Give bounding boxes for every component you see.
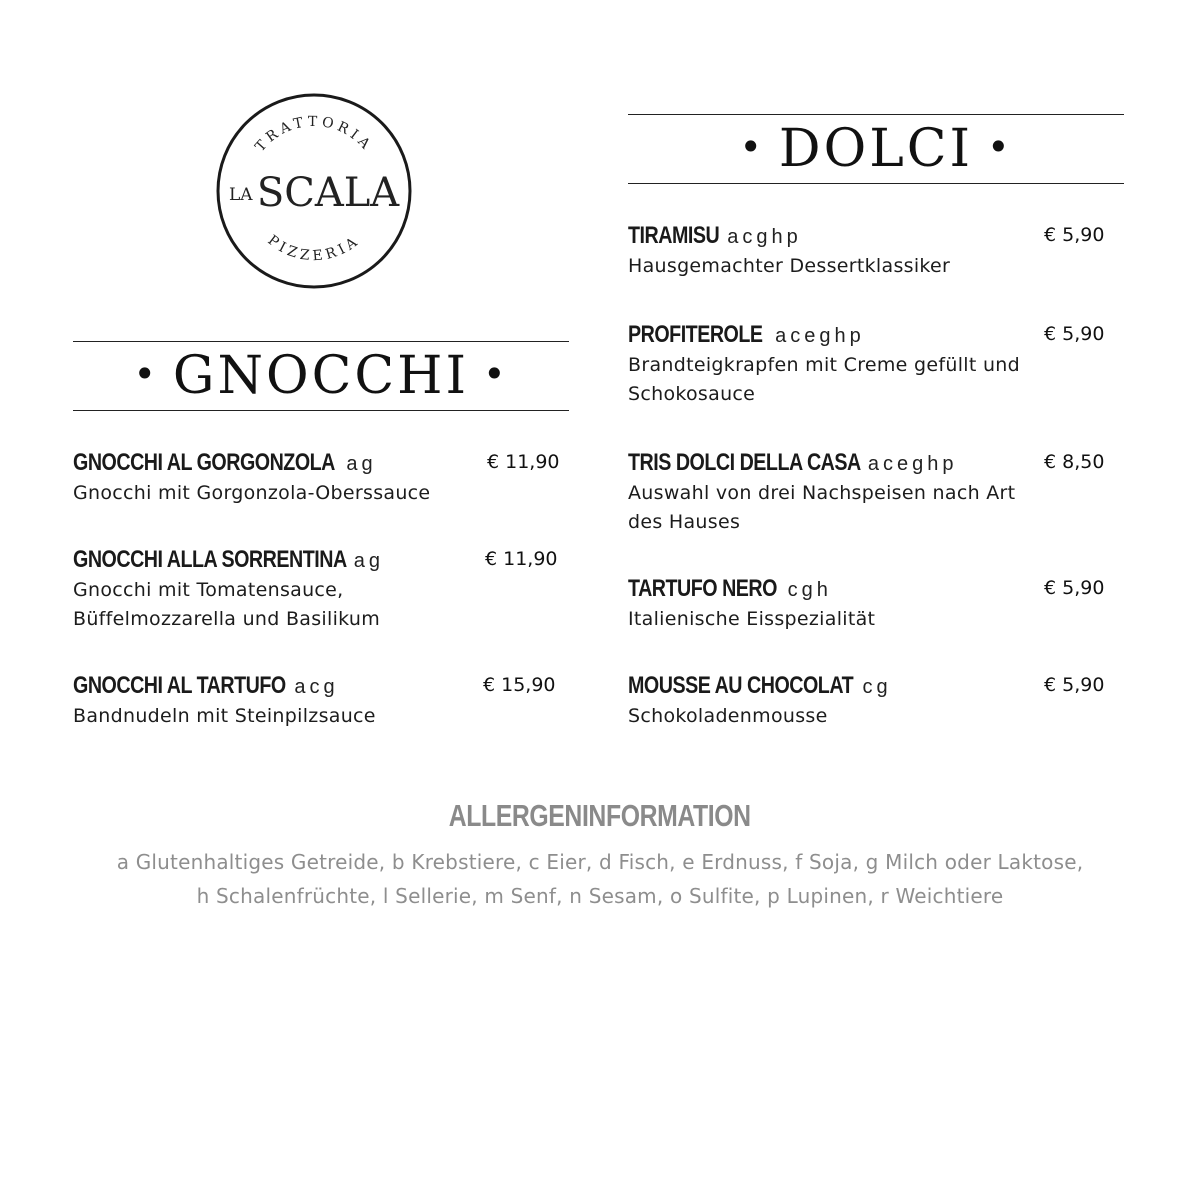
- item-allergens: aceghp: [867, 453, 958, 475]
- dolci-section-title: [628, 114, 1124, 184]
- allergen-legend-line: h Schalenfrüchte, l Sellerie, m Senf, n Sesam, o Sulfite, p Lupinen, r Weichtiere: [196, 884, 1004, 908]
- item-name: GNOCCHI AL TARTUFO: [73, 672, 286, 699]
- svg-text:PIZZERIA: [265, 232, 364, 264]
- item-description: Gnocchi mit Gorgonzola-Oberssauce: [73, 482, 431, 504]
- allergen-info-legend: [70, 845, 1130, 913]
- item-description: Hausgemachter Dessertklassiker: [628, 255, 951, 277]
- item-price: € 11,90: [487, 451, 560, 473]
- item-price: € 5,90: [1044, 323, 1105, 345]
- item-name: MOUSSE AU CHOCOLAT: [628, 672, 854, 699]
- menu-item: [628, 222, 1105, 281]
- item-name: TIRAMISU: [628, 222, 720, 249]
- item-allergens: ag: [353, 550, 384, 572]
- dolci-title: DOLCI: [778, 119, 974, 179]
- logo-seal: [215, 92, 413, 290]
- item-price: € 15,90: [483, 674, 556, 696]
- allergen-info-title: ALLERGENINFORMATION: [449, 798, 751, 833]
- item-allergens: acg: [294, 676, 339, 698]
- gnocchi-section-title: [73, 341, 569, 411]
- item-name: GNOCCHI ALLA SORRENTINA: [73, 546, 347, 573]
- gnocchi-title: GNOCCHI: [172, 346, 470, 406]
- menu-item: [73, 672, 556, 731]
- menu-item: [628, 672, 1105, 731]
- item-allergens: cgh: [787, 579, 832, 601]
- item-name: GNOCCHI AL GORGONZOLA: [73, 449, 335, 476]
- allergen-info-heading: [0, 798, 1200, 834]
- menu-item: [628, 321, 1105, 409]
- item-description: Auswahl von drei Nachspeisen nach Art des Hauses: [628, 482, 1016, 533]
- item-price: € 11,90: [485, 548, 558, 570]
- item-price: € 5,90: [1044, 224, 1105, 246]
- item-allergens: acghp: [727, 226, 802, 248]
- item-description: Gnocchi mit Tomatensauce, Büffelmozzarella und Basilikum: [73, 579, 381, 630]
- allergen-legend-line: a Glutenhaltiges Getreide, b Krebstiere, c Eier, d Fisch, e Erdnuss, f Soja, g Milch oder Laktose,: [116, 850, 1084, 874]
- bullet-icon: •: [133, 352, 159, 396]
- item-description: Bandnudeln mit Steinpilzsauce: [73, 705, 376, 727]
- menu-item: [628, 449, 1105, 537]
- item-allergens: ag: [346, 453, 377, 475]
- item-price: € 5,90: [1044, 674, 1105, 696]
- item-price: € 5,90: [1044, 577, 1105, 599]
- item-description: Brandteigkrapfen mit Creme gefüllt und Schokosauce: [628, 354, 1020, 405]
- menu-item: [628, 575, 1105, 634]
- bullet-icon: •: [987, 125, 1013, 169]
- bullet-icon: •: [483, 352, 509, 396]
- item-price: € 8,50: [1044, 451, 1105, 473]
- item-allergens: aceghp: [775, 325, 865, 347]
- svg-text:TRATTORIA: [252, 114, 375, 155]
- logo-bottom-text: PIZZERIA: [264, 232, 364, 265]
- bullet-icon: •: [739, 125, 765, 169]
- logo-la: LA: [229, 185, 253, 205]
- item-description: Schokoladenmousse: [628, 705, 828, 727]
- item-allergens: cg: [862, 676, 892, 698]
- item-name: PROFITEROLE: [628, 321, 763, 348]
- restaurant-logo: [215, 92, 413, 290]
- menu-item: [73, 546, 558, 634]
- item-name: TARTUFO NERO: [628, 575, 777, 602]
- logo-name: SCALA: [256, 170, 400, 216]
- menu-item: [73, 449, 560, 508]
- item-description: Italienische Eisspezialität: [628, 608, 876, 630]
- item-name: TRIS DOLCI DELLA CASA: [628, 449, 861, 476]
- logo-top-text: TRATTORIA: [252, 113, 376, 156]
